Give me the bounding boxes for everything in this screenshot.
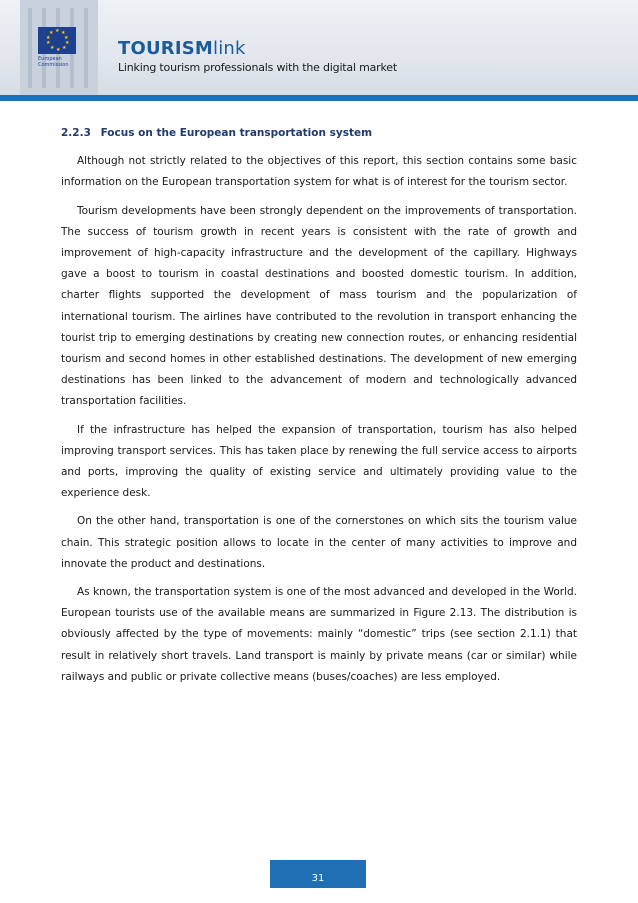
section-heading [61, 123, 577, 144]
commission-line1: European [38, 56, 62, 62]
brand-tagline: Linking tourism professionals with the digital market [118, 61, 397, 74]
paragraph: Although not strictly related to the objectives of this report, this section contains some basic information on the European transportation system for what is of interest for the tourism sector. [61, 155, 577, 189]
page-number: 31 [270, 860, 366, 888]
paragraph: Tourism developments have been strongly dependent on the improvements of transportation. The success of tourism growth in recent years is consistent with the rate of growth and improvement of high-capacity infrastructure and the development of the capillary. Highways gave a boost to tourism in coastal destinations and boosted domestic tourism. In addition, charter flights supported the development of mass tourism and the popularization of international tourism. The airlines have contributed to the revolution in transport enhancing the tourist trip to emerging destinations by creating new connection routes, or enhancing residential tourism and second homes in other established destinations. The development of new emerging destinations has been linked to the advancement of modern and technologically advanced transportation facilities. [61, 204, 577, 408]
commission-label [38, 56, 88, 68]
commission-line2: Commission [38, 62, 69, 68]
header-banner [0, 0, 638, 95]
header-divider [0, 95, 638, 101]
document-body [61, 123, 577, 695]
brand-bold: TOURISM [118, 38, 214, 59]
eu-flag-icon: ★ ★ ★ ★ ★ ★ ★ ★ ★ ★ [38, 27, 76, 54]
paragraph: As known, the transportation system is one of the most advanced and developed in the World. European tourists use of the available means are summarized in Figure 2.13. The distribution is obviously affected by the type of movements: mainly “domestic” trips (see section 2.1.1) that result in relatively short travels. Land transport is mainly by private means (car or similar) while railways and public or private collective means (buses/coaches) are less employed. [61, 586, 577, 683]
brand-logo [118, 38, 246, 59]
paragraph: If the infrastructure has helped the expansion of transportation, tourism has also helped improving transport services. This has taken place by renewing the full service access to airports and ports, improving the quality of existing service and ultimately providing value to the experience desk. [61, 423, 577, 500]
brand-light: link [213, 38, 246, 59]
section-number: 2.2.3 [61, 127, 91, 139]
section-title: Focus on the European transportation system [100, 127, 373, 139]
paragraph: On the other hand, transportation is one of the cornerstones on which sits the tourism value chain. This strategic position allows to locate in the center of many activities to improve and innovate the product and destinations. [61, 515, 577, 570]
